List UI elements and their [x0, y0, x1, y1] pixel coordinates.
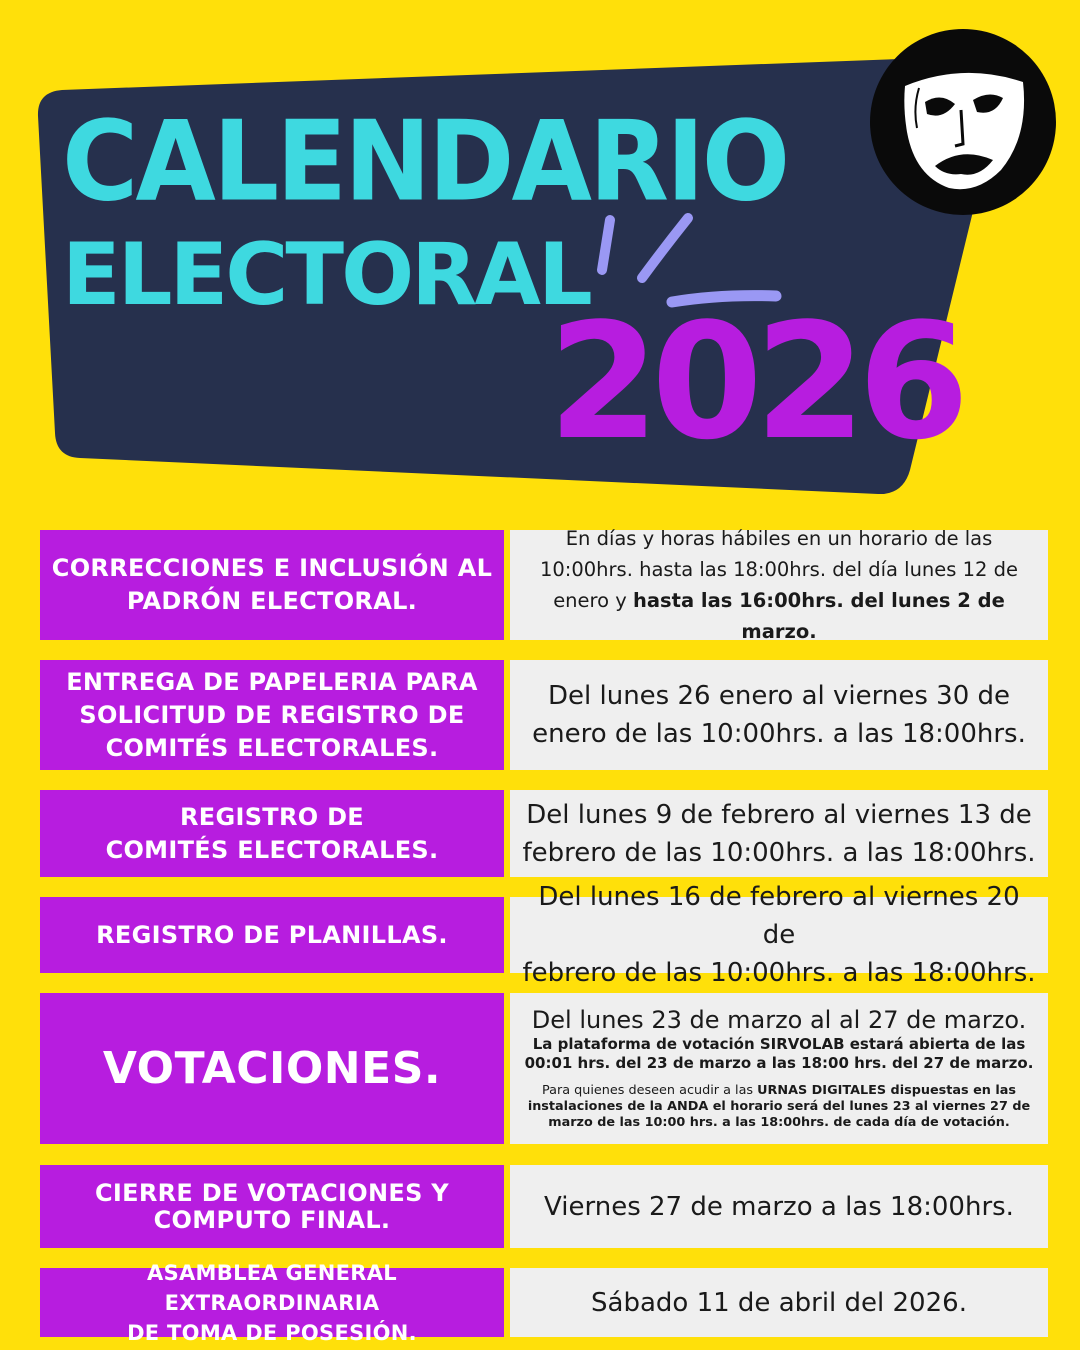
row-info-bold-block	[525, 1035, 1034, 1073]
note-highlight: URNAS DIGITALES dispuestas en las	[757, 1082, 1016, 1098]
row-info	[510, 1268, 1048, 1337]
row-label-line: CIERRE DE VOTACIONES Y	[94, 1178, 449, 1207]
row-label	[40, 660, 504, 770]
row-info-line: 00:01 hrs. del 23 de marzo a las 18:00 hrs. del 27 de marzo.	[524, 1053, 1034, 1072]
row-info-emphasis: hasta las 16:00hrs. del lunes 2 de marzo.	[633, 589, 1005, 643]
note-prefix: Para quienes deseen acudir a las	[541, 1082, 758, 1098]
row-info-line	[528, 1083, 1030, 1099]
row-label-line: COMPUTO FINAL.	[153, 1205, 391, 1234]
row-label	[40, 790, 504, 877]
row-info-line: Viernes 27 de marzo a las 18:00hrs.	[544, 1191, 1014, 1222]
title-year: 2026	[548, 288, 962, 475]
row-info-note	[528, 1083, 1030, 1131]
row-info-line: Del lunes 23 de marzo al al 27 de marzo.	[531, 1005, 1027, 1034]
row-info-line: febrero de las 10:00hrs. a las 18:00hrs.	[522, 837, 1036, 868]
row-label-line: PADRÓN ELECTORAL.	[126, 587, 418, 615]
row-label-line: REGISTRO DE PLANILLAS.	[96, 920, 448, 949]
schedule-row-papeleria	[40, 660, 1048, 770]
row-info	[510, 527, 1048, 643]
schedule-row-planillas	[40, 882, 1048, 988]
row-info-line: 10:00hrs. hasta las 18:00hrs. del día lunes 12 de	[539, 558, 1019, 581]
row-label-line: REGISTRO DE	[179, 802, 364, 831]
row-label	[40, 993, 504, 1144]
row-info	[510, 790, 1048, 877]
row-info-line: En días y horas hábiles en un horario de las	[565, 527, 993, 550]
schedule-row-votaciones	[40, 993, 1048, 1144]
row-info	[510, 1165, 1048, 1248]
note-bold-line: marzo de las 10:00 hrs. a las 18:00hrs. de cada día de votación.	[548, 1114, 1010, 1130]
row-label-line: COMITÉS ELECTORALES.	[105, 733, 439, 762]
row-label	[40, 1260, 504, 1345]
row-info	[510, 882, 1048, 988]
title-electoral: ELECTORAL	[62, 225, 590, 325]
row-info-line: Sábado 11 de abril del 2026.	[591, 1287, 967, 1318]
row-info-line: enero de las 10:00hrs. a las 18:00hrs.	[532, 719, 1026, 749]
row-label	[40, 530, 504, 640]
row-label	[40, 897, 504, 973]
title-calendario: CALENDARIO	[62, 96, 788, 226]
row-info-line	[528, 1099, 1030, 1115]
row-info-line: Del lunes 9 de febrero al viernes 13 de	[526, 799, 1032, 830]
row-label-line: ASAMBLEA GENERAL EXTRAORDINARIA	[147, 1260, 397, 1315]
schedule-row-cierre	[40, 1165, 1048, 1248]
row-info-line: febrero de las 10:00hrs. a las 18:00hrs.	[522, 958, 1036, 988]
row-info	[510, 993, 1048, 1144]
row-info	[510, 660, 1048, 770]
row-info-line: Del lunes 16 de febrero al viernes 20 de	[538, 882, 1020, 950]
row-label-line: VOTACIONES.	[102, 1042, 442, 1094]
schedule-row-asamblea	[40, 1260, 1048, 1345]
row-info-text: enero y	[553, 589, 633, 612]
theater-mask-icon	[869, 28, 1057, 216]
note-bold-line: instalaciones de la ANDA el horario será del lunes 23 al viernes 27 de	[527, 1098, 1031, 1114]
row-label-line: DE TOMA DE POSESIÓN.	[127, 1320, 417, 1345]
schedule-row-registro-comites	[40, 790, 1048, 877]
schedule-row-padron	[40, 527, 1048, 643]
row-info-line	[528, 1115, 1030, 1131]
row-label-line: SOLICITUD DE REGISTRO DE	[79, 700, 465, 729]
row-label-line: ENTREGA DE PAPELERIA PARA	[66, 667, 478, 696]
row-label-line: CORRECCIONES E INCLUSIÓN AL	[51, 554, 493, 582]
row-label-line: COMITÉS ELECTORALES.	[105, 835, 439, 864]
row-info-line	[518, 585, 1040, 647]
row-info-line: Del lunes 26 enero al viernes 30 de	[548, 681, 1010, 711]
row-info-line: La plataforma de votación SIRVOLAB estará abierta de las	[532, 1034, 1026, 1053]
row-label	[40, 1165, 504, 1248]
